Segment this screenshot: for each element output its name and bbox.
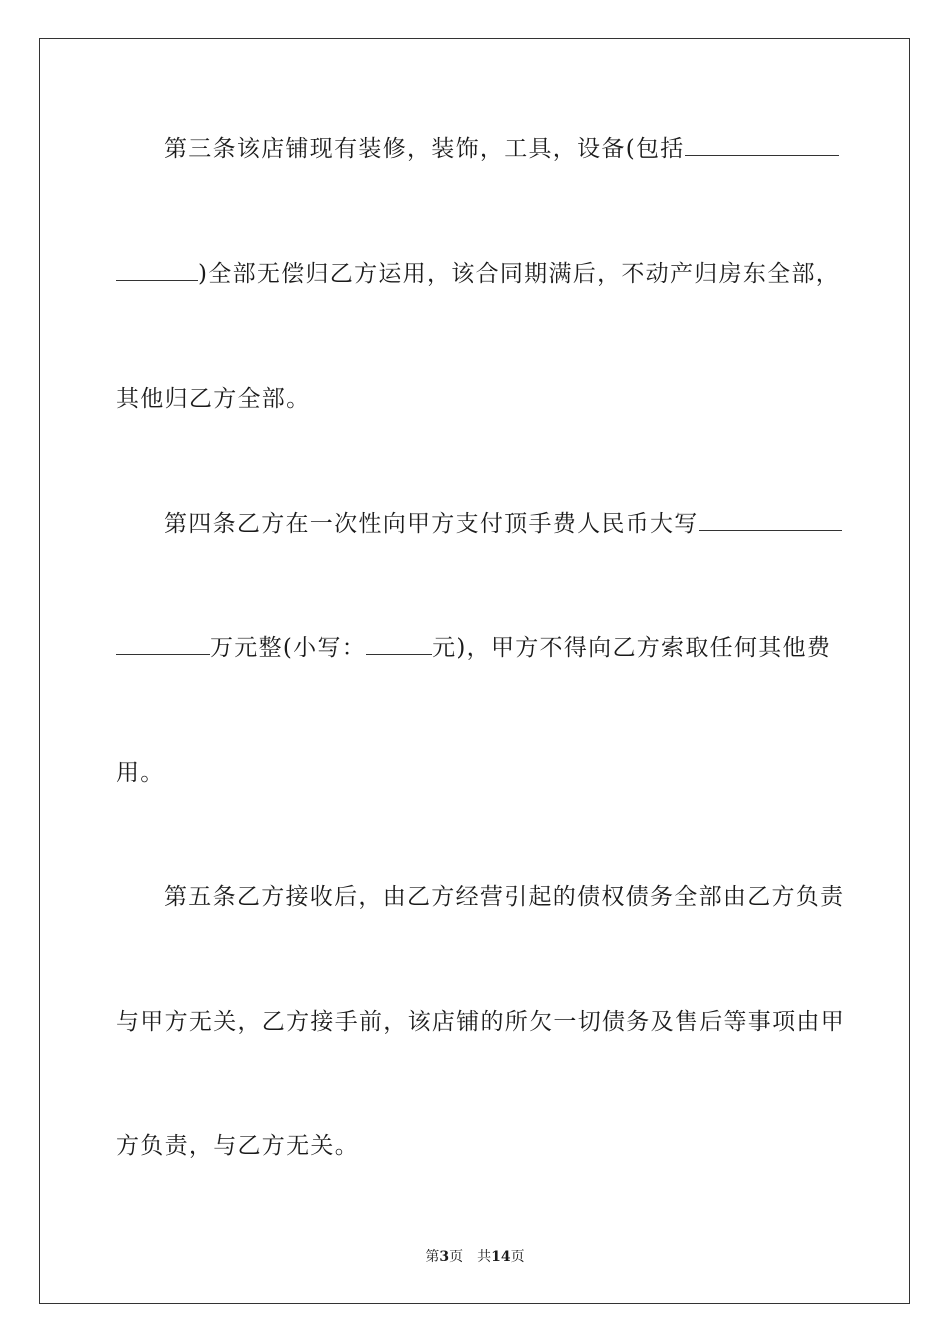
blank-field (699, 512, 842, 531)
paragraph-article-4-line-2 (116, 635, 831, 661)
page-border (39, 38, 910, 1304)
paragraph-article-4-line-3 (116, 760, 165, 786)
text: 与甲方无关，乙方接手前，该店铺的所欠一切债务及售后等事项由甲 (116, 1009, 845, 1035)
paragraph-article-4-line-1 (164, 511, 842, 537)
text: 其他归乙方全部。 (116, 386, 311, 412)
footer-total-suffix: 页 (510, 1249, 525, 1265)
footer-page-prefix: 第 (425, 1249, 440, 1265)
paragraph-article-5-line-2 (116, 1009, 845, 1035)
paragraph-article-3-line-1 (164, 136, 839, 162)
text: )全部无偿归乙方运用，该合同期满后，不动产归房东全部， (198, 261, 841, 287)
footer-page-number: 3 (439, 1249, 450, 1265)
text: 第四条乙方在一次性向甲方支付顶手费人民币大写 (164, 511, 699, 537)
text: 第三条该店铺现有装修，装饰，工具，设备(包括 (164, 136, 685, 162)
paragraph-article-5-line-3 (116, 1133, 359, 1159)
text: 第五条乙方接收后，由乙方经营引起的债权债务全部由乙方负责 (164, 884, 845, 910)
paragraph-article-3-line-3 (116, 386, 310, 412)
blank-field (116, 636, 210, 655)
page-footer (0, 1249, 950, 1265)
blank-field (116, 262, 198, 281)
text: 万元整(小写： (210, 635, 367, 661)
text: 用。 (116, 760, 165, 786)
text: 方负责，与乙方无关。 (116, 1133, 359, 1159)
paragraph-article-3-line-2 (116, 261, 840, 287)
footer-page-suffix: 页 (449, 1249, 464, 1265)
text: 元)，甲方不得向乙方索取任何其他费 (432, 635, 832, 661)
blank-field (366, 636, 432, 655)
blank-field (685, 137, 839, 156)
paragraph-article-5-line-1 (164, 884, 844, 910)
footer-total-pages: 14 (491, 1249, 511, 1265)
footer-total-prefix: 共 (477, 1249, 492, 1265)
